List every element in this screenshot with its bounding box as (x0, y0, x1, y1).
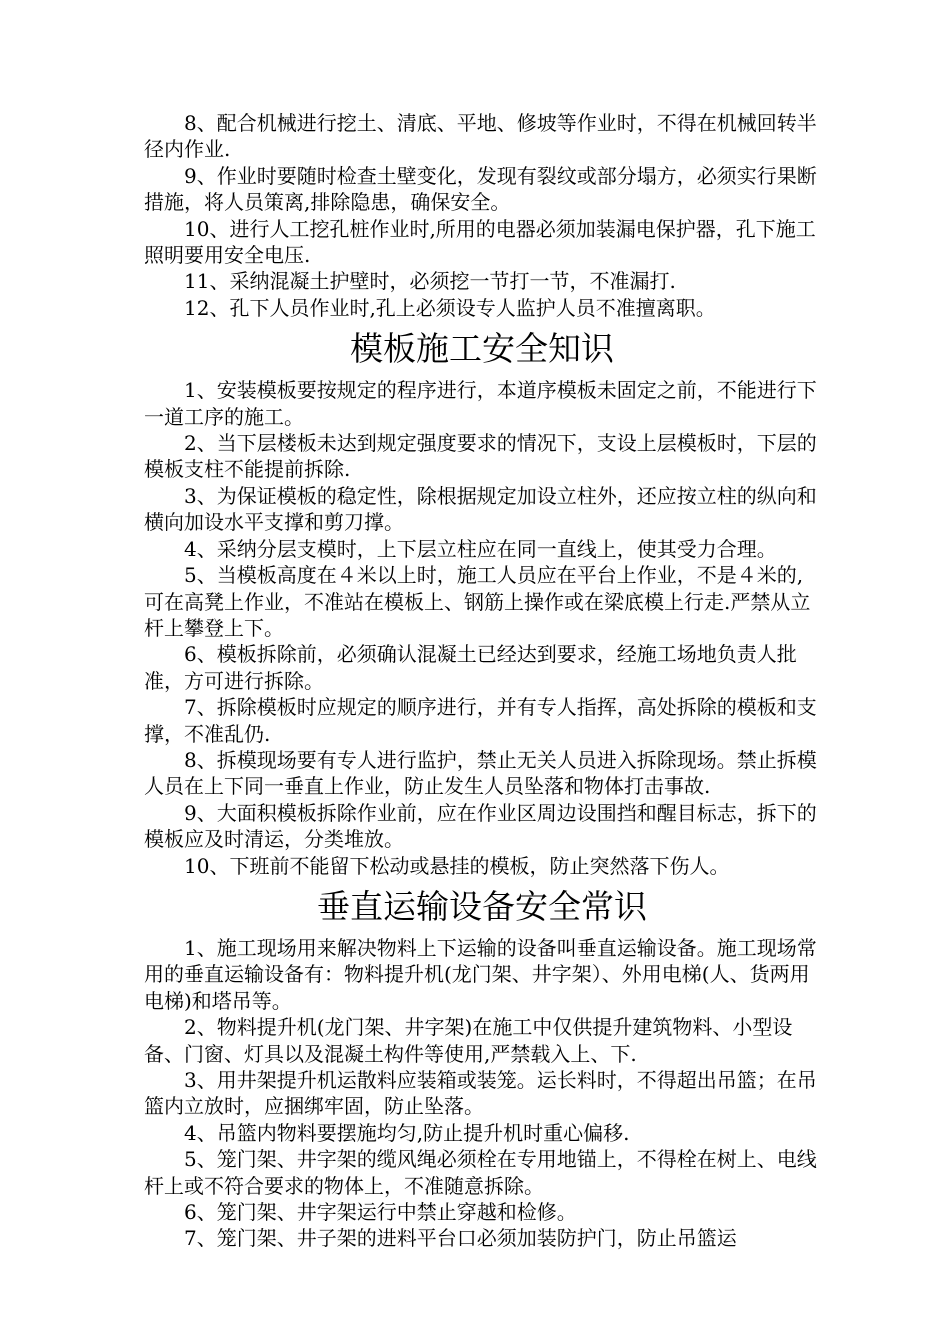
section-heading: 垂直运输设备安全常识 (317, 886, 647, 926)
paragraph: 3、用井架提升机运散料应装箱或装笼。运长料时，不得超出吊篮；在吊篮内立放时，应捆绑牢固，防止坠落。 (144, 1068, 817, 1119)
paragraph: 4、吊篮内物料要摆施均匀,防止提升机时重心偏移. (184, 1120, 630, 1145)
paragraph: 10、下班前不能留下松动或悬挂的模板，防止突然落下伤人。 (184, 853, 730, 878)
paragraph: 4、采纳分层支模时，上下层立柱应在同一直线上，使其受力合理。 (184, 536, 777, 561)
paragraph: 12、孔下人员作业时,孔上必须设专人监护人员不准擅离职。 (184, 295, 716, 320)
paragraph: 1、施工现场用来解决物料上下运输的设备叫垂直运输设备。施工现场常用的垂直运输设备有：物料提升机(龙门架、井字架）、外用电梯(人、货两用电梯)和塔吊等。 (144, 935, 817, 1013)
paragraph: 5、笼门架、井字架的缆风绳必须栓在专用地锚上，不得栓在树上、电线杆上或不符合要求的物体上，不准随意拆除。 (144, 1147, 817, 1198)
paragraph: 5、当模板高度在４米以上时，施工人员应在平台上作业，不是４米的,可在高凳上作业，不准站在模板上、钢筋上操作或在梁底模上行走.严禁从立杆上攀登上下。 (144, 563, 811, 640)
paragraph: 1、安装模板要按规定的程序进行，本道序模板未固定之前，不能进行下一道工序的施工。 (144, 378, 817, 429)
paragraph: 2、物料提升机(龙门架、井字架)在施工中仅供提升建筑物料、小型设备、门窗、灯具以及混凝土构件等使用,严禁载入上、下. (144, 1015, 793, 1066)
document-page (144, 110, 820, 1252)
section-formwork (144, 321, 820, 879)
section-heading: 模板施工安全知识 (350, 329, 614, 369)
paragraph: 2、当下层楼板未达到规定强度要求的情况下，支设上层模板时，下层的模板支柱不能提前拆除. (144, 431, 817, 482)
paragraph: 3、为保证模板的稳定性，除根据规定加设立柱外，还应按立柱的纵向和横向加设水平支撑和剪刀撑。 (144, 483, 817, 535)
section-excavation-continued (144, 110, 820, 321)
section-vertical-transport (144, 879, 820, 1252)
paragraph: 7、拆除模板时应规定的顺序进行，并有专人指挥，高处拆除的模板和支撑，不准乱仍. (144, 695, 817, 746)
paragraph: 7、笼门架、井子架的进料平台口必须加装防护门，防止吊篮运 (184, 1226, 737, 1251)
paragraph: 9、大面积模板拆除作业前，应在作业区周边设围挡和醒目标志，拆下的模板应及时清运，分类堆放。 (144, 800, 817, 852)
paragraph: 11、采纳混凝土护壁时，必须挖一节打一节，不准漏打. (184, 269, 676, 294)
paragraph: 10、进行人工挖孔桩作业时,所用的电器必须加装漏电保护器，孔下施工照明要用安全电压. (144, 216, 816, 268)
paragraph: 6、模板拆除前，必须确认混凝土已经达到要求，经施工场地负责人批准，方可进行拆除。 (144, 642, 797, 693)
paragraph: 9、作业时要随时检查土壁变化，发现有裂纹或部分塌方，必须实行果断措施，将人员策离,排除隐患，确保安全。 (144, 163, 817, 215)
paragraph: 8、拆模现场要有专人进行监护，禁止无关人员进入拆除现场。禁止拆模人员在上下同一垂直上作业，防止发生人员坠落和物体打击事故. (144, 747, 817, 799)
paragraph: 6、笼门架、井字架运行中禁止穿越和检修。 (184, 1200, 577, 1225)
paragraph: 8、配合机械进行挖土、清底、平地、修坡等作业时，不得在机械回转半径内作业. (144, 111, 817, 162)
